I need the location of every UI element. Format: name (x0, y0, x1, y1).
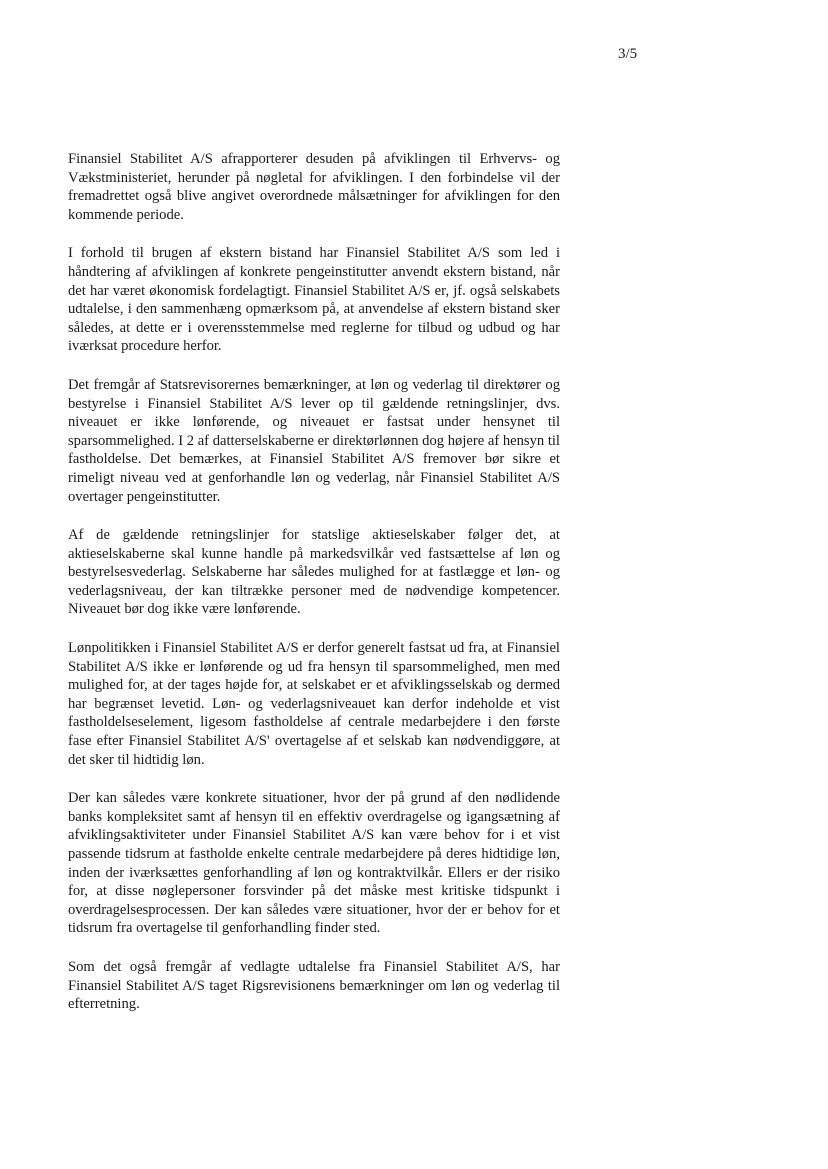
paragraph-external-assistance: I forhold til brugen af ekstern bistand har Finansiel Stabilitet A/S som led i håndtering af afviklingen af konkrete pengeinstitutter anvendt ekstern bistand, når det har været økonomisk fordelagtigt. Finansiel Stabilitet A/S er, jf. også selskabets udtalelse, i den sammenhæng opmærksom på, at anvendelse af ekstern bistand sker således, at dette er i overensstemmelse med reglerne for tilbud og udbud og har iværksat procedure herfor. (68, 245, 560, 355)
paragraph-reporting: Finansiel Stabilitet A/S afrapporterer desuden på afviklingen til Erhvervs- og Vækstministeriet, herunder på nøgletal for afviklingen. I den forbindelse vil der fremadrettet også blive angivet overordnede målsætninger for afviklingen for den kommende periode. (68, 151, 560, 223)
paragraph-guidelines: Af de gældende retningslinjer for statslige aktieselskaber følger det, at aktieselskaberne skal kunne handle på markedsvilkår ved fastsættelse af løn og bestyrelsesvederlag. Selskaberne har således mulighed for at fastlægge et løn- og vederlagsniveau, der kan tiltrække personer med de nødvendige kompetencer. Niveauet bør dog ikke være lønførende. (68, 527, 560, 618)
letter-body (68, 150, 560, 1034)
paragraph-salary-policy: Lønpolitikken i Finansiel Stabilitet A/S er derfor generelt fastsat ud fra, at Finansiel Stabilitet A/S ikke er lønførende og ud fra hensyn til sparsommelighed, men med mulighed for, at der tages højde for, at selskabet er et afviklingsselskab og dermed har begrænset levetid. Løn- og vederlagsniveauet kan derfor indeholde et vist fastholdelseselement, ligesom fastholdelse af centrale medarbejdere i den første fase efter Finansiel Stabilitet A/S' overtagelse af et selskab kan nødvendiggøre, at det sker til hidtidig løn. (68, 640, 560, 768)
paragraph-salary-remarks: Det fremgår af Statsrevisorernes bemærkninger, at løn og vederlag til direktører og bestyrelse i Finansiel Stabilitet A/S lever op til gældende retningslinjer, dvs. niveauet er ikke lønførende, og niveauet er fastsat under hensynet til sparsommelighed. I 2 af datterselskaberne er direktørlønnen dog højere af hensyn til fastholdelse. Det bemærkes, at Finansiel Stabilitet A/S fremover bør sikre et rimeligt niveau ved at genforhandle løn og vederlag, når Finansiel Stabilitet A/S overtager pengeinstitutter. (68, 376, 560, 505)
paragraph-key-staff: Der kan således være konkrete situationer, hvor der på grund af den nødlidende banks kompleksitet samt af hensyn til en effektiv overdragelse og igangsætning af afviklingsaktiviteter under Finansiel Stabilitet A/S kan være behov for i et vist passende tidsrum at fastholde enkelte centrale medarbejdere på deres hidtidige løn, inden der iværksættes genforhandling af løn og kontraktvilkår. Ellers er der risiko for, at disse nøglepersoner forsvinder på det måske mest kritiske tidspunkt i overdragelsesprocessen. Der kan således være situationer, hvor der er behov for et tidsrum fra overtagelse til genforhandling finder sted. (68, 790, 560, 937)
paragraph-conclusion: Som det også fremgår af vedlagte udtalelse fra Finansiel Stabilitet A/S, har Finansiel Stabilitet A/S taget Rigsrevisionens bemærkninger om løn og vederlag til efterretning. (68, 958, 560, 1013)
page-number: 3/5 (618, 46, 638, 62)
